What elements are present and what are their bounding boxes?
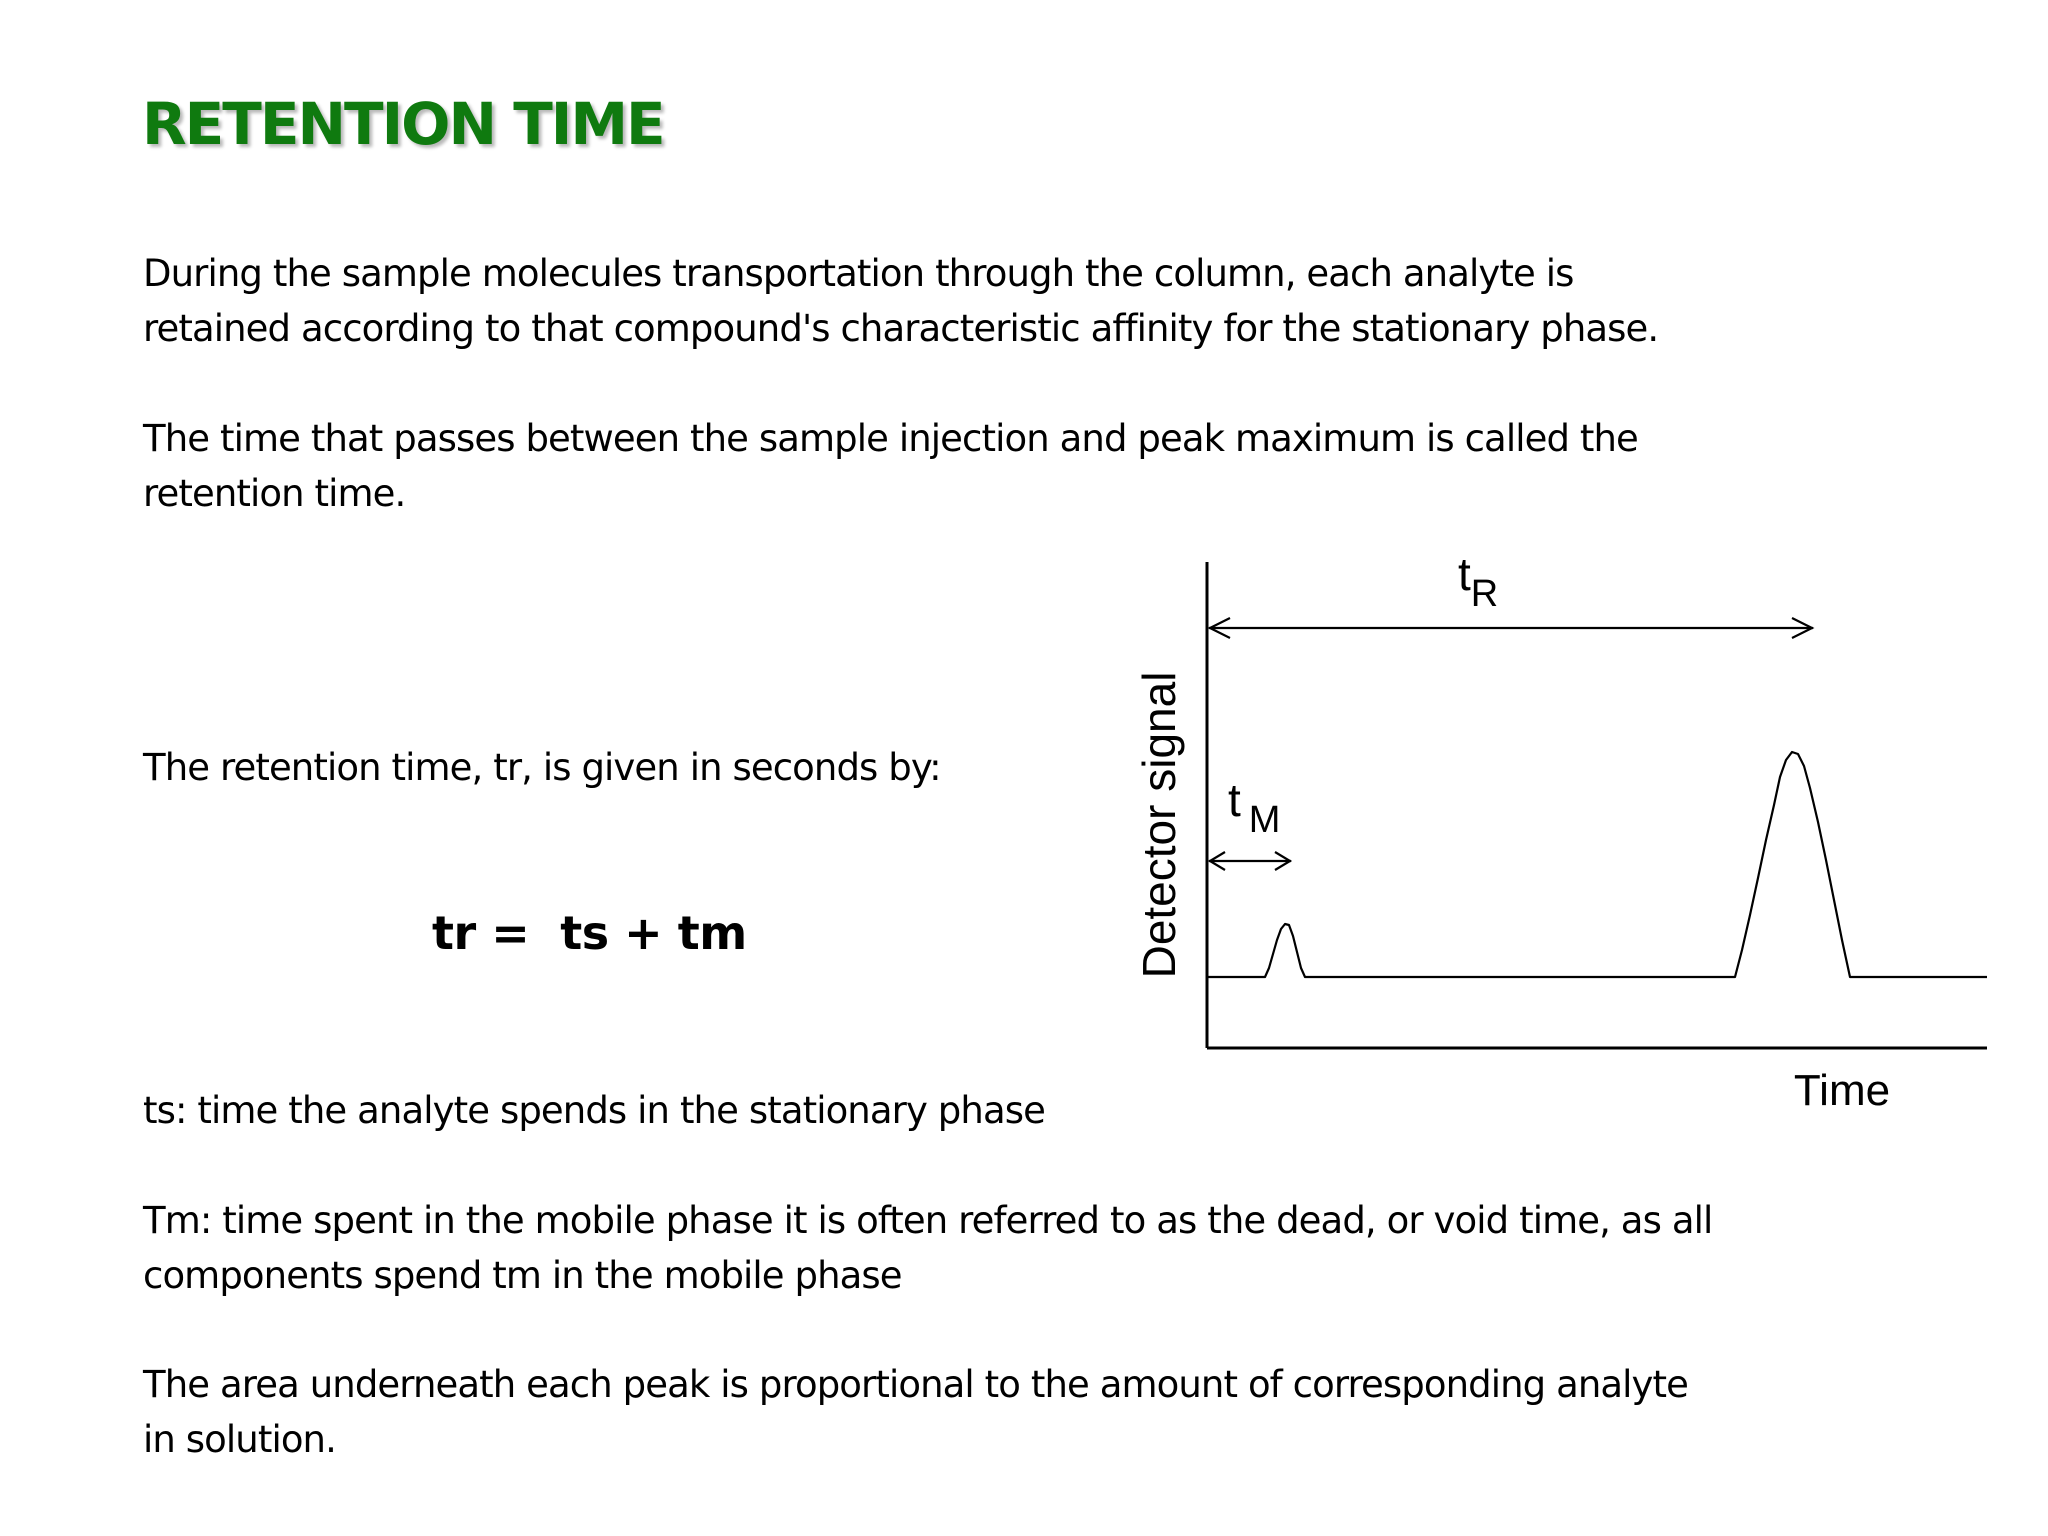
slide-title: RETENTION TIME xyxy=(142,90,664,158)
paragraph-retention-definition: The time that passes between the sample injection and peak maximum is called the retention time. xyxy=(143,417,1638,515)
tR-label: tR xyxy=(1458,548,1499,615)
x-axis-label: Time xyxy=(1793,1066,1891,1115)
paragraph-peak-area: The area underneath each peak is proportional to the amount of corresponding analyte in solution. xyxy=(143,1363,1689,1461)
tM-label: t M xyxy=(1228,774,1281,841)
paragraph-column-transport: During the sample molecules transportation through the column, each analyte is retained according to that compound's characteristic affinity for the stationary phase. xyxy=(143,252,1659,350)
tM-arrow xyxy=(1209,852,1291,870)
paragraph-formula-intro: The retention time, tr, is given in seconds by: xyxy=(143,746,941,789)
definition-tm: Tm: time spent in the mobile phase it is often referred to as the dead, or void time, as all components spend tm in the mobile phase xyxy=(143,1199,1713,1297)
y-axis-label: Detector signal xyxy=(1133,671,1185,979)
definition-ts: ts: time the analyte spends in the stationary phase xyxy=(143,1089,1045,1132)
chromatogram-trace xyxy=(1207,752,1987,977)
tR-arrow xyxy=(1209,618,1813,638)
chromatogram-diagram xyxy=(1130,540,2010,1130)
retention-time-formula: tr = ts + tm xyxy=(432,906,747,960)
